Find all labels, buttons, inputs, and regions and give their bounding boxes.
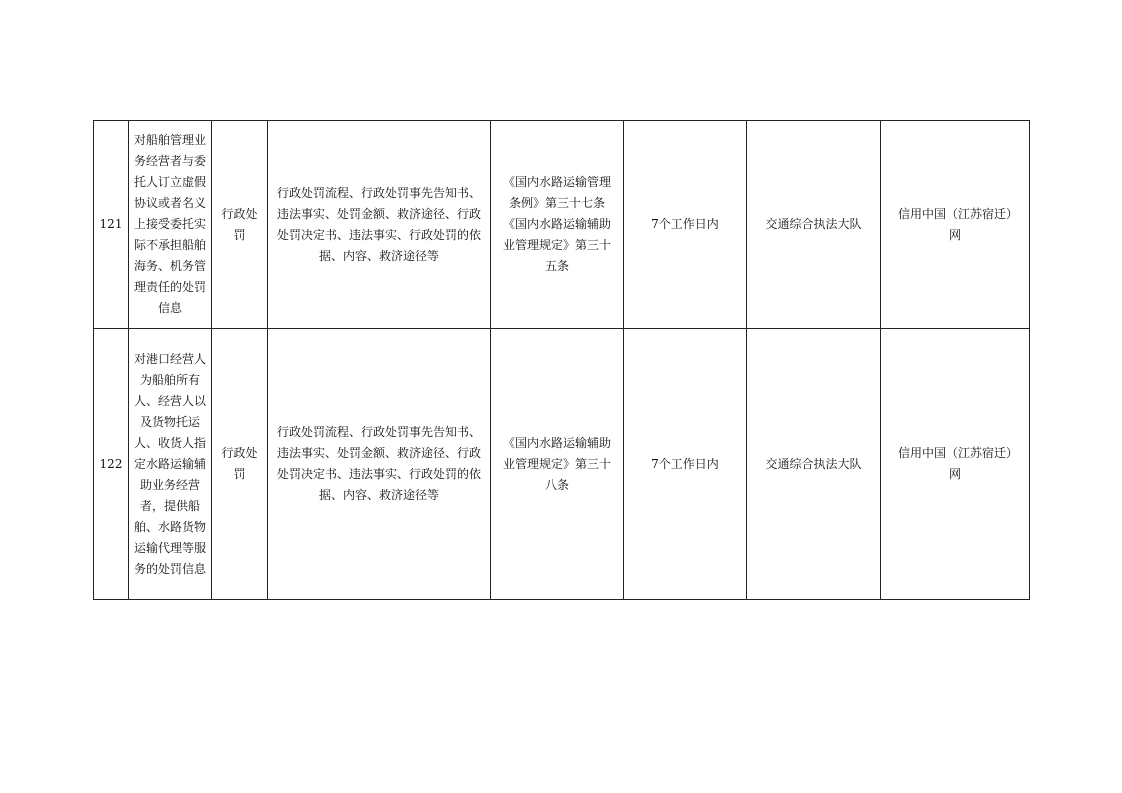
basis-cell bbox=[491, 121, 624, 329]
legal-basis: 《国内水路运输管理条例》第三十七条《国内水路运输辅助业管理规定》第三十五条 bbox=[503, 175, 612, 273]
deadline-cell bbox=[624, 121, 747, 329]
deadline: 7个工作日内 bbox=[651, 456, 719, 471]
disclosure-content: 行政处罚流程、行政处罚事先告知书、违法事实、处罚金额、救济途径、行政处罚决定书、违法事实、行政处罚的依据、内容、救济途径等 bbox=[276, 425, 481, 502]
content-cell bbox=[268, 329, 491, 600]
disclosure-content: 行政处罚流程、行政处罚事先告知书、违法事实、处罚金额、救济途径、行政处罚决定书、违法事实、行政处罚的依据、内容、救济途径等 bbox=[276, 185, 481, 263]
content-cell bbox=[268, 121, 491, 329]
disclosure-channel: 信用中国（江苏宿迁）网 bbox=[897, 446, 1012, 481]
category: 行政处罚 bbox=[221, 446, 258, 481]
deadline: 7个工作日内 bbox=[651, 217, 719, 231]
item-name-cell bbox=[129, 121, 212, 329]
department-cell bbox=[747, 329, 881, 600]
item-name-cell bbox=[129, 329, 212, 600]
legal-basis: 《国内水路运输辅助业管理规定》第三十八条 bbox=[503, 435, 612, 492]
row-number-cell bbox=[94, 329, 129, 600]
department: 交通综合执法大队 bbox=[765, 456, 862, 471]
row-number: 122 bbox=[99, 456, 123, 471]
deadline-cell bbox=[624, 329, 747, 600]
row-number: 121 bbox=[99, 217, 123, 231]
channel-cell bbox=[881, 121, 1030, 329]
department: 交通综合执法大队 bbox=[765, 217, 862, 231]
basis-cell bbox=[491, 329, 624, 600]
department-cell bbox=[747, 121, 881, 329]
channel-cell bbox=[881, 329, 1030, 600]
disclosure-channel: 信用中国（江苏宿迁）网 bbox=[897, 206, 1012, 242]
category-cell bbox=[212, 121, 268, 329]
category: 行政处罚 bbox=[221, 206, 258, 242]
item-name: 对港口经营人为船舶所有人、经营人以及货物托运人、收货人指定水路运输辅助业务经营者，提供船舶、水路货物运输代理等服务的处罚信息 bbox=[133, 351, 206, 576]
category-cell bbox=[212, 329, 268, 600]
row-number-cell bbox=[94, 121, 129, 329]
disclosure-table bbox=[93, 120, 1030, 600]
table-row bbox=[94, 329, 1030, 600]
table-row bbox=[94, 121, 1030, 329]
item-name: 对船舶管理业务经营者与委托人订立虚假协议或者名义上接受委托实际不承担船舶海务、机务管理责任的处罚信息 bbox=[133, 133, 206, 315]
